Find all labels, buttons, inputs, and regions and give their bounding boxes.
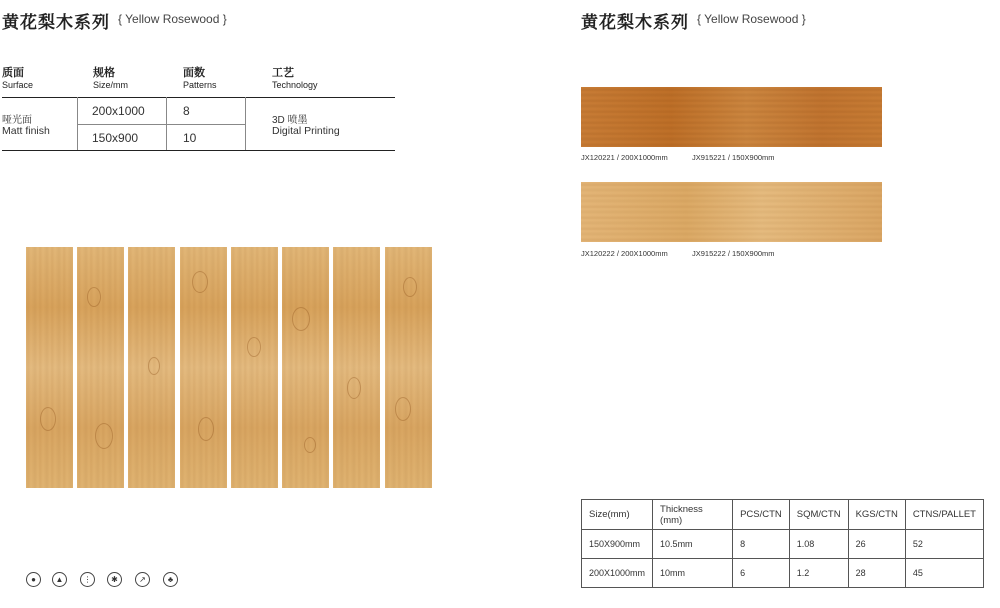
packing-table bbox=[581, 499, 984, 588]
spec-header-sublabel: Patterns bbox=[183, 80, 217, 90]
table-header-cell: Thickness (mm) bbox=[653, 500, 733, 530]
grid-icon: ⋮ bbox=[80, 572, 95, 587]
wood-plank bbox=[231, 247, 278, 488]
spec-divider-mid bbox=[77, 124, 245, 125]
table-cell: 8 bbox=[733, 530, 790, 559]
frost-resistant-icon: ✱ bbox=[107, 572, 122, 587]
spec-header-sublabel: Size/mm bbox=[93, 80, 129, 90]
packing-table-header bbox=[582, 500, 984, 530]
table-header-cell: Size(mm) bbox=[582, 500, 653, 530]
fire-resistant-icon: ▲ bbox=[52, 572, 67, 587]
spec-divider-bottom bbox=[2, 150, 395, 151]
table-cell: 52 bbox=[905, 530, 983, 559]
technology-zh: 3D 喷墨 bbox=[272, 115, 308, 126]
table-header-cell: SQM/CTN bbox=[789, 500, 848, 530]
wood-plank bbox=[385, 247, 432, 488]
right-title-zh: 黄花梨木系列 bbox=[581, 13, 689, 33]
table-cell: 26 bbox=[848, 530, 905, 559]
wood-plank bbox=[180, 247, 227, 488]
eco-tree-icon: ♣ bbox=[163, 572, 178, 587]
tile-sample-dark bbox=[581, 87, 882, 147]
stain-resistant-icon: ↗ bbox=[135, 572, 150, 587]
tile-code: JX915221 / 150X900mm bbox=[692, 153, 775, 162]
technology-en: Digital Printing bbox=[272, 125, 340, 137]
table-cell: 150X900mm bbox=[582, 530, 653, 559]
spec-header-sublabel: Surface bbox=[2, 80, 34, 90]
surface-en: Matt finish bbox=[2, 125, 50, 137]
table-cell: 10mm bbox=[653, 559, 733, 588]
tile-code: JX915222 / 150X900mm bbox=[692, 249, 775, 258]
wood-plank bbox=[77, 247, 124, 488]
right-title-en: { Yellow Rosewood } bbox=[697, 12, 806, 26]
table-header-cell: KGS/CTN bbox=[848, 500, 905, 530]
wood-plank bbox=[128, 247, 175, 488]
pattern-value: 8 bbox=[183, 104, 190, 118]
spec-header-size bbox=[93, 64, 128, 90]
spec-header-label: 质面 bbox=[2, 67, 24, 79]
table-cell: 45 bbox=[905, 559, 983, 588]
surface-zh: 哑光面 bbox=[2, 115, 32, 126]
table-cell: 200X1000mm bbox=[582, 559, 653, 588]
left-title-zh: 黄花梨木系列 bbox=[2, 13, 110, 33]
size-value: 200x1000 bbox=[92, 104, 145, 118]
pattern-value: 10 bbox=[183, 131, 197, 145]
table-cell: 10.5mm bbox=[653, 530, 733, 559]
table-row bbox=[582, 559, 984, 588]
table-row bbox=[582, 530, 984, 559]
wood-plank bbox=[282, 247, 329, 488]
spec-header-label: 工艺 bbox=[272, 67, 294, 79]
spec-header-label: 规格 bbox=[93, 67, 115, 79]
table-cell: 28 bbox=[848, 559, 905, 588]
table-header-cell: PCS/CTN bbox=[733, 500, 790, 530]
slip-resistant-icon: ● bbox=[26, 572, 41, 587]
left-title-en: { Yellow Rosewood } bbox=[118, 12, 227, 26]
wood-plank bbox=[333, 247, 380, 488]
spec-header-sublabel: Technology bbox=[272, 80, 318, 90]
table-header-cell: CTNS/PALLET bbox=[905, 500, 983, 530]
table-cell: 1.2 bbox=[789, 559, 848, 588]
spec-header-surface bbox=[2, 64, 33, 90]
spec-col-divider bbox=[166, 97, 167, 150]
spec-col-divider bbox=[77, 97, 78, 150]
spec-header-patterns bbox=[183, 64, 217, 90]
table-cell: 6 bbox=[733, 559, 790, 588]
spec-divider-top bbox=[2, 97, 395, 98]
tile-code: JX120221 / 200X1000mm bbox=[581, 153, 668, 162]
tile-code: JX120222 / 200X1000mm bbox=[581, 249, 668, 258]
spec-col-divider bbox=[245, 97, 246, 150]
spec-header-technology bbox=[272, 64, 318, 90]
size-value: 150x900 bbox=[92, 131, 139, 145]
spec-header-label: 面数 bbox=[183, 67, 205, 79]
table-cell: 1.08 bbox=[789, 530, 848, 559]
tile-sample-light bbox=[581, 182, 882, 242]
wood-plank bbox=[26, 247, 73, 488]
